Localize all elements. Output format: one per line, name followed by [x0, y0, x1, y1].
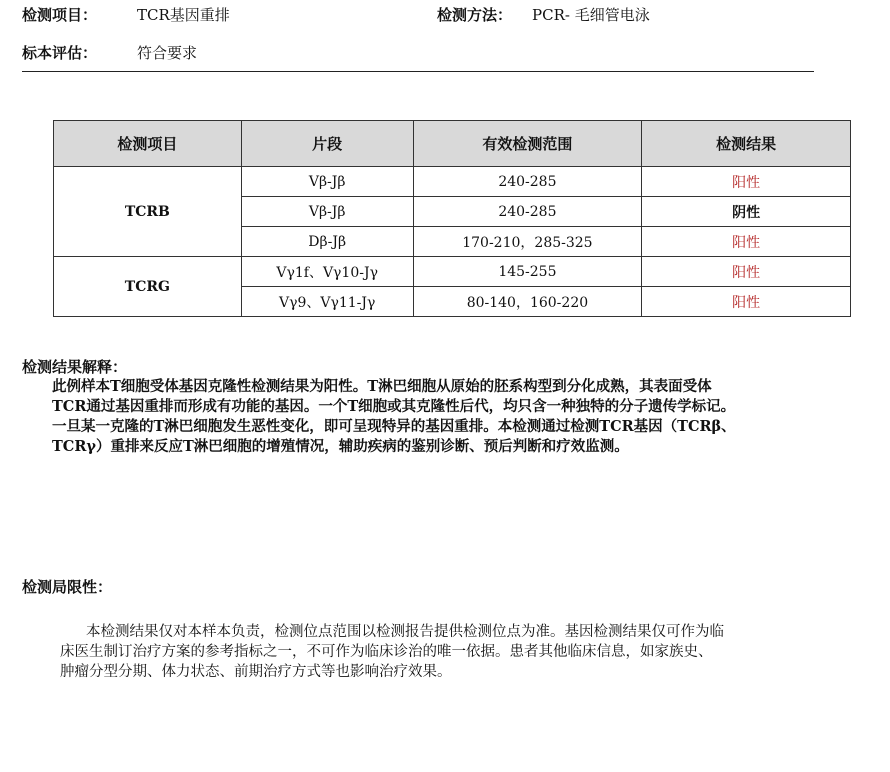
limitations-line: 肿瘤分型分期、体力状态、前期治疗方式等也影响治疗效果。	[60, 664, 452, 680]
col-header-result: 检测结果	[642, 121, 851, 167]
fragment-cell: Vβ-Jβ	[241, 197, 413, 227]
interpretation-line: TCR通过基因重排而形成有功能的基因。一个T细胞或其克隆性后代，均只含一种独特的分子遗传学标记。	[52, 398, 736, 415]
col-header-item: 检测项目	[54, 121, 242, 167]
interpretation-text	[52, 377, 864, 457]
range-cell: 145-255	[413, 257, 642, 287]
limitations-line: 床医生制订治疗方案的参考指标之一，不可作为临床诊治的唯一依据。患者其他临床信息，如家族史、	[60, 644, 713, 660]
result-cell: 阴性	[642, 197, 851, 227]
header-row-1	[22, 4, 650, 25]
gene-cell-tcrb: TCRB	[54, 167, 242, 257]
fragment-cell: Vγ1f、Vγ10-Jγ	[241, 257, 413, 287]
range-cell: 80-140，160-220	[413, 287, 642, 317]
test-method-value: PCR- 毛细管电泳	[532, 6, 650, 24]
range-cell: 170-210，285-325	[413, 227, 642, 257]
header-row-2	[22, 42, 198, 63]
fragment-cell: Vβ-Jβ	[241, 167, 413, 197]
col-header-fragment: 片段	[241, 121, 413, 167]
limitations-title: 检测局限性：	[22, 578, 113, 596]
result-cell: 阳性	[642, 287, 851, 317]
table-row	[54, 167, 851, 197]
fragment-cell: Dβ-Jβ	[241, 227, 413, 257]
sample-eval-label: 标本评估：	[22, 44, 98, 62]
test-item-label: 检测项目：	[22, 6, 98, 24]
result-cell: 阳性	[642, 167, 851, 197]
range-cell: 240-285	[413, 197, 642, 227]
result-table	[53, 120, 851, 317]
gene-cell-tcrg: TCRG	[54, 257, 242, 317]
sample-eval-value: 符合要求	[137, 44, 198, 62]
range-cell: 240-285	[413, 167, 642, 197]
test-item-value: TCR基因重排	[137, 6, 230, 24]
test-method-label: 检测方法：	[437, 6, 513, 24]
fragment-cell: Vγ9、Vγ11-Jγ	[241, 287, 413, 317]
col-header-range: 有效检测范围	[413, 121, 642, 167]
limitations-line: 本检测结果仅对本样本负责，检测位点范围以检测报告提供检测位点为准。基因检测结果仅可作为临	[86, 624, 724, 640]
interpretation-line: 此例样本T细胞受体基因克隆性检测结果为阳性。T淋巴细胞从原始的胚系构型到分化成熟，其表面受体	[52, 378, 712, 395]
interpretation-title: 检测结果解释：	[22, 358, 128, 376]
limitations-text	[60, 622, 875, 682]
interpretation-line: 一旦某一克隆的T淋巴细胞发生恶性变化，即可呈现特异的基因重排。本检测通过检测TCR基因（TCRβ、	[52, 418, 736, 435]
result-cell: 阳性	[642, 257, 851, 287]
header-divider	[22, 71, 814, 72]
result-cell: 阳性	[642, 227, 851, 257]
interpretation-line: TCRγ）重排来反应T淋巴细胞的增殖情况，辅助疾病的鉴别诊断、预后判断和疗效监测。	[52, 438, 629, 455]
table-row	[54, 257, 851, 287]
table-header-row	[54, 121, 851, 167]
